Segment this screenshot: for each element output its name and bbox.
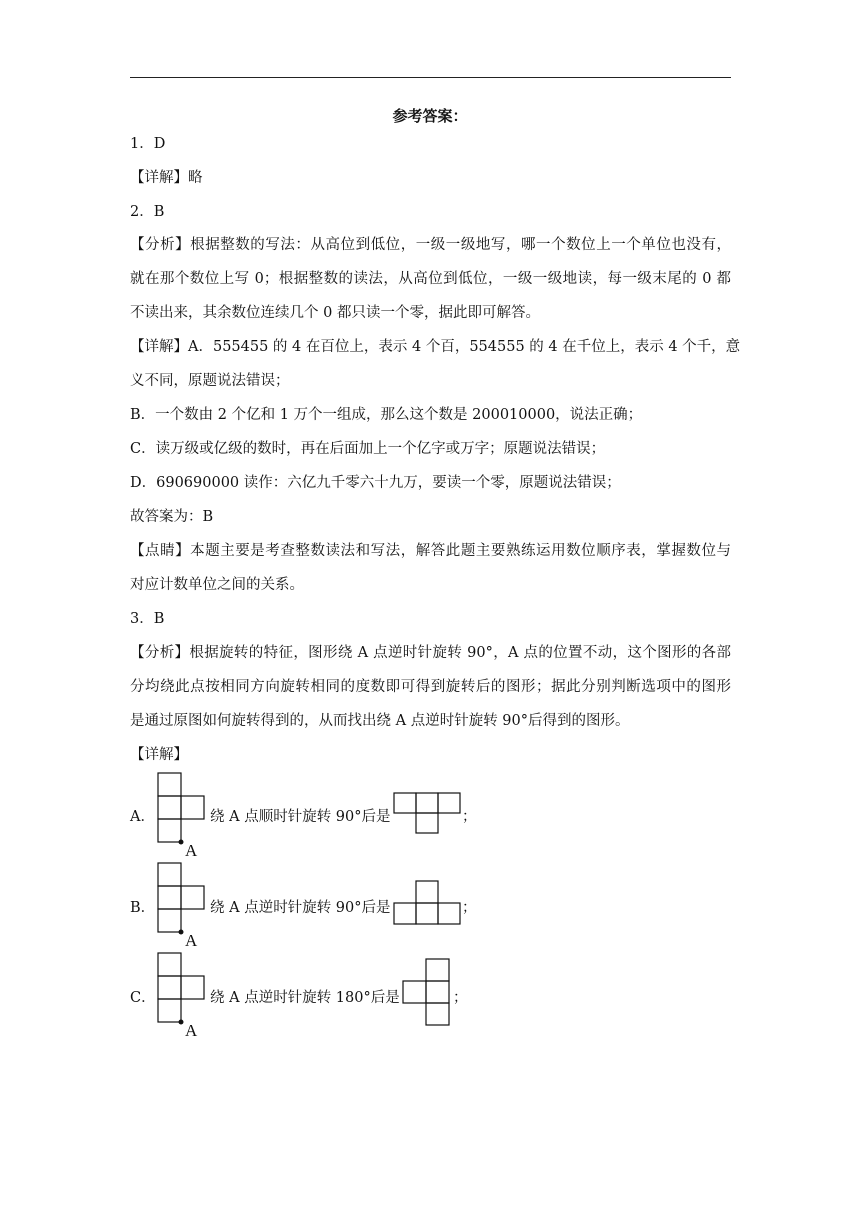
detail-2-line-2: 义不同，原题说法错误；: [130, 373, 290, 389]
answer-2: 2．B: [130, 204, 165, 220]
answer-1: 1．D: [130, 136, 166, 152]
detail-2-option-d: D．690690000 读作：六亿九千零六十九万，要读一个零，原题说法错误；: [130, 475, 621, 491]
option-c-point-label: A: [185, 1021, 198, 1040]
option-b-original-figure: [150, 860, 210, 950]
detail-2-option-c: C．读万级或亿级的数时，再在后面加上一个亿字或万字；原题说法错误；: [130, 441, 606, 457]
option-b-end: ；: [462, 900, 477, 916]
detail-1: 【详解】略: [130, 170, 203, 186]
option-b-result-figure: [390, 878, 465, 928]
comment-2-line-2: 对应计数单位之间的关系。: [130, 577, 304, 593]
conclusion-2: 故答案为：B: [130, 509, 214, 525]
analysis-3-line-3: 是通过原图如何旋转得到的，从而找出绕 A 点逆时针旋转 90°后得到的图形。: [130, 713, 630, 729]
analysis-3-line-1: 【分析】根据旋转的特征，图形绕 A 点逆时针旋转 90°，A 点的位置不动，这个图形的各部: [130, 645, 731, 661]
option-a-end: ；: [462, 809, 477, 825]
header-rule: [130, 77, 731, 78]
option-a-label: A．: [130, 809, 155, 825]
option-a-result-figure: [390, 790, 465, 835]
option-a-text: 绕 A 点顺时针旋转 90°后是: [210, 809, 391, 825]
option-a-original-figure: [150, 770, 210, 860]
analysis-2-line-1: 【分析】根据整数的写法：从高位到低位，一级一级地写，哪一个数位上一个单位也没有，: [130, 237, 731, 253]
analysis-3-line-2: 分均绕此点按相同方向旋转相同的度数即可得到旋转后的图形；据此分别判断选项中的图形: [130, 679, 731, 695]
option-a-point-label: A: [185, 841, 198, 860]
option-c-result-figure: [398, 956, 458, 1031]
page-title: 参考答案：: [392, 107, 468, 125]
option-c-original-figure: [150, 950, 210, 1040]
option-b-label: B．: [130, 900, 156, 916]
option-c-end: ；: [453, 990, 468, 1006]
comment-2-line-1: 【点睛】本题主要是考查整数读法和写法，解答此题主要熟练运用数位顺序表，掌握数位与: [130, 543, 731, 559]
detail-2-option-b: B．一个数由 2 个亿和 1 万个一组成，那么这个数是 200010000，说法正确；: [130, 407, 643, 423]
answer-3: 3．B: [130, 611, 165, 627]
detail-2-line-1: 【详解】A．555455 的 4 在百位上，表示 4 个百，554555 的 4 在千位上，表示 4 个千，意: [130, 339, 741, 355]
option-c-text: 绕 A 点逆时针旋转 180°后是: [210, 990, 400, 1006]
option-b-point-label: A: [185, 931, 198, 950]
option-b-text: 绕 A 点逆时针旋转 90°后是: [210, 900, 391, 916]
detail-3-heading: 【详解】: [130, 747, 188, 763]
option-c-label: C．: [130, 990, 156, 1006]
analysis-2-line-2: 就在那个数位上写 0；根据整数的读法，从高位到低位，一级一级地读，每一级末尾的 0 都: [130, 271, 731, 287]
analysis-2-line-3: 不读出来，其余数位连续几个 0 都只读一个零，据此即可解答。: [130, 305, 540, 321]
